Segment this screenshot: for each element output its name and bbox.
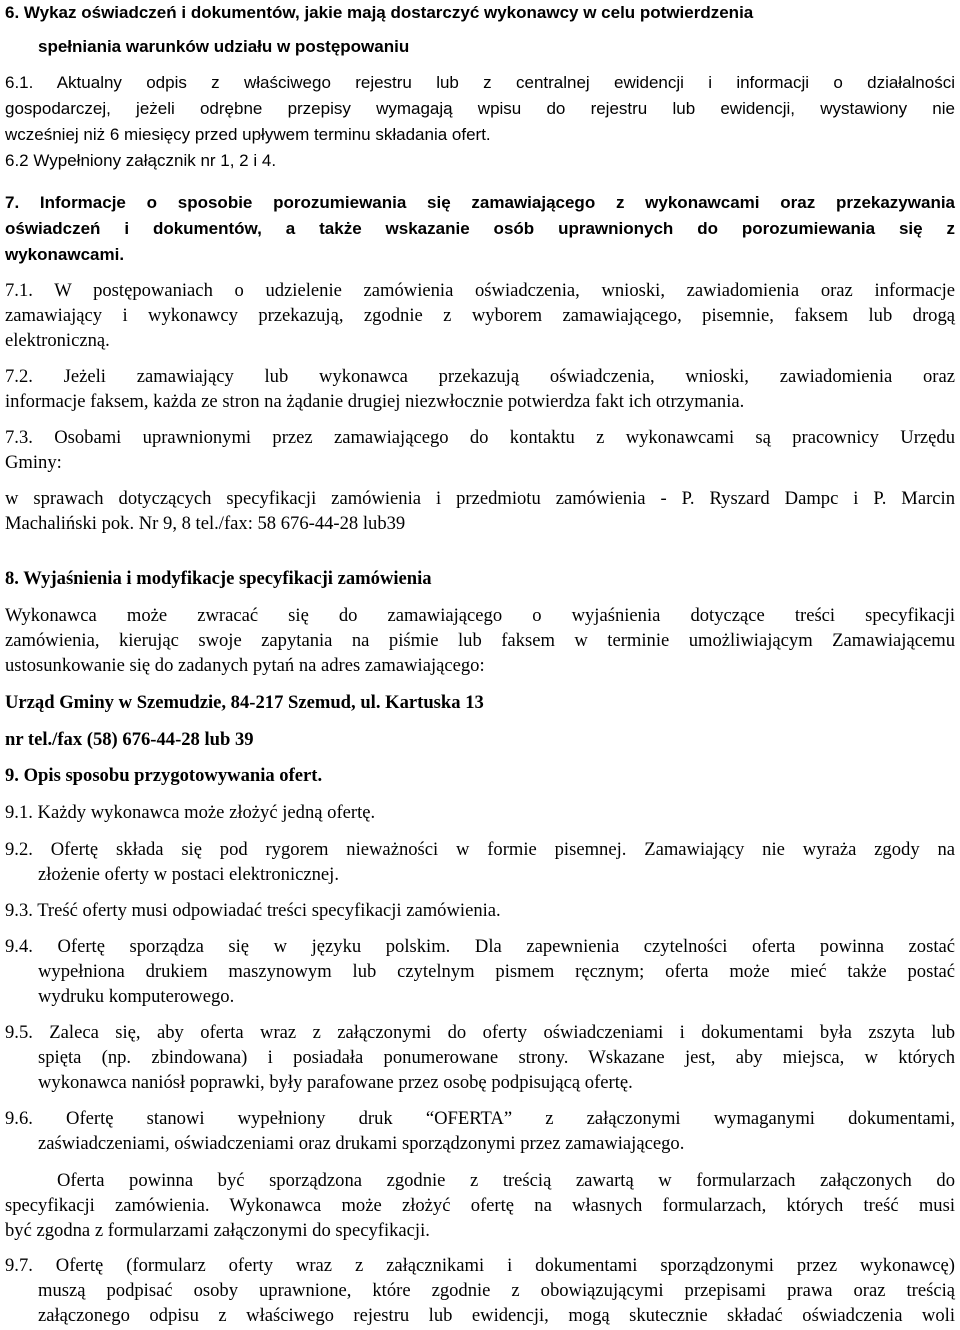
text-line: Gminy: <box>5 452 62 473</box>
text-line: 9.6. Ofertę stanowi wypełniony druk “OFERTA” z załączonymi wymaganymi dokumentami, <box>5 1108 955 1129</box>
text-line: muszą podpisać osoby uprawnione, które zgodnie z obowiązującymi przepisami prawa oraz treścią <box>38 1280 955 1301</box>
text-line: 6. Wykaz oświadczeń i dokumentów, jakie mają dostarczyć wykonawcy w celu potwierdzenia <box>5 3 754 22</box>
text-line: 7.2. Jeżeli zamawiający lub wykonawca przekazują oświadczenia, wnioski, zawiadomienia oraz <box>5 366 955 387</box>
text-line: 7. Informacje o sposobie porozumiewania się zamawiającego z wykonawcami oraz przekazywania <box>5 193 955 212</box>
text-line: spięta (np. zbindowana) i posiadała ponumerowane strony. Wskazane jest, aby miejsca, w których <box>38 1047 955 1068</box>
text-line: 9.4. Ofertę sporządza się w języku polskim. Dla zapewnienia czytelności oferta powinna zostać <box>5 936 955 957</box>
text-line: zamawiający i wykonawcy przekazują, zgodnie z wyborem zamawiającego, pisemnie, faksem lub drogą <box>5 305 955 326</box>
text-line: załączonego odpisu z właściwego rejestru lub ewidencji, mogą skutecznie składać oświadczenia woli <box>38 1305 955 1326</box>
text-line: Oferta powinna być sporządzona zgodnie z treścią zawartą w formularzach załączonych do <box>57 1170 955 1191</box>
text-line: gospodarczej, jeżeli odrębne przepisy wymagają wpisu do rejestru lub ewidencji, wystawiony nie <box>5 99 955 118</box>
text-line: złożenie oferty w postaci elektronicznej. <box>38 864 339 885</box>
text-line: wypełniona drukiem maszynowym lub czytelnym pismem ręcznym; oferta może mieć także postać <box>38 961 955 982</box>
text-line: 9. Opis sposobu przygotowywania ofert. <box>5 765 323 786</box>
text-line: spełniania warunków udziału w postępowaniu <box>38 37 410 56</box>
text-line: wykonawca naniósł poprawki, były parafowane przez osobę podpisującą ofertę. <box>38 1072 633 1093</box>
text-line: 7.1. W postępowaniach o udzielenie zamówienia oświadczenia, wnioski, zawiadomienia oraz informacje <box>5 280 955 301</box>
text-line: zaświadczeniami, oświadczeniami oraz drukami sporządzonymi przez zamawiającego. <box>38 1133 685 1154</box>
text-line: 9.1. Każdy wykonawca może złożyć jedną ofertę. <box>5 802 376 823</box>
text-line: 6.2 Wypełniony załącznik nr 1, 2 i 4. <box>5 151 277 170</box>
text-line: w sprawach dotyczących specyfikacji zamówienia i przedmiotu zamówienia - P. Ryszard Dampc i P. Marcin <box>5 488 955 509</box>
text-line: 7.3. Osobami uprawnionymi przez zamawiającego do kontaktu z wykonawcami są pracownicy Urzędu <box>5 427 955 448</box>
text-line: wykonawcami. <box>5 245 125 264</box>
text-line: oświadczeń i dokumentów, a także wskazanie osób uprawnionych do porozumiewania się z <box>5 219 955 238</box>
text-line: wcześniej niż 6 miesięcy przed upływem terminu składania ofert. <box>5 125 491 144</box>
text-line: 9.2. Ofertę składa się pod rygorem nieważności w formie pisemnej. Zamawiający nie wyraża zgody na <box>5 839 955 860</box>
text-line: zamówienia, kierując swoje zapytania na piśmie lub faksem w terminie umożliwiającym Zamawiającemu <box>5 630 955 651</box>
text-line: wydruku komputerowego. <box>38 986 235 1007</box>
text-line: elektroniczną. <box>5 330 110 351</box>
text-line: nr tel./fax (58) 676-44-28 lub 39 <box>5 729 254 750</box>
text-line: 8. Wyjaśnienia i modyfikacje specyfikacji zamówienia <box>5 568 432 589</box>
text-line: 9.3. Treść oferty musi odpowiadać treści specyfikacji zamówienia. <box>5 900 501 921</box>
text-line: 9.5. Zaleca się, aby oferta wraz z załączonymi do oferty oświadczeniami i dokumentami była zszyta lub <box>5 1022 955 1043</box>
text-line: Urząd Gminy w Szemudzie, 84-217 Szemud, ul. Kartuska 13 <box>5 692 484 713</box>
text-line: Wykonawca może zwracać się do zamawiającego o wyjaśnienia dotyczące treści specyfikacji <box>5 605 955 626</box>
text-line: Machaliński pok. Nr 9, 8 tel./fax: 58 676-44-28 lub39 <box>5 513 406 534</box>
text-line: informacje faksem, każda ze stron na żądanie drugiej niezwłocznie potwierdza fakt ich otrzymania. <box>5 391 745 412</box>
text-line: 6.1. Aktualny odpis z właściwego rejestru lub z centralnej ewidencji i informacji o działalności <box>5 73 955 92</box>
text-line: być zgodna z formularzami załączonymi do specyfikacji. <box>5 1220 430 1241</box>
text-line: ustosunkowanie się do zadanych pytań na adres zamawiającego: <box>5 655 485 676</box>
text-line: specyfikacji zamówienia. Wykonawca może złożyć ofertę na własnych formularzach, których treść musi <box>5 1195 955 1216</box>
text-line: 9.7. Ofertę (formularz oferty wraz z załącznikami i dokumentami sporządzonymi przez wykonawcę) <box>5 1255 955 1276</box>
